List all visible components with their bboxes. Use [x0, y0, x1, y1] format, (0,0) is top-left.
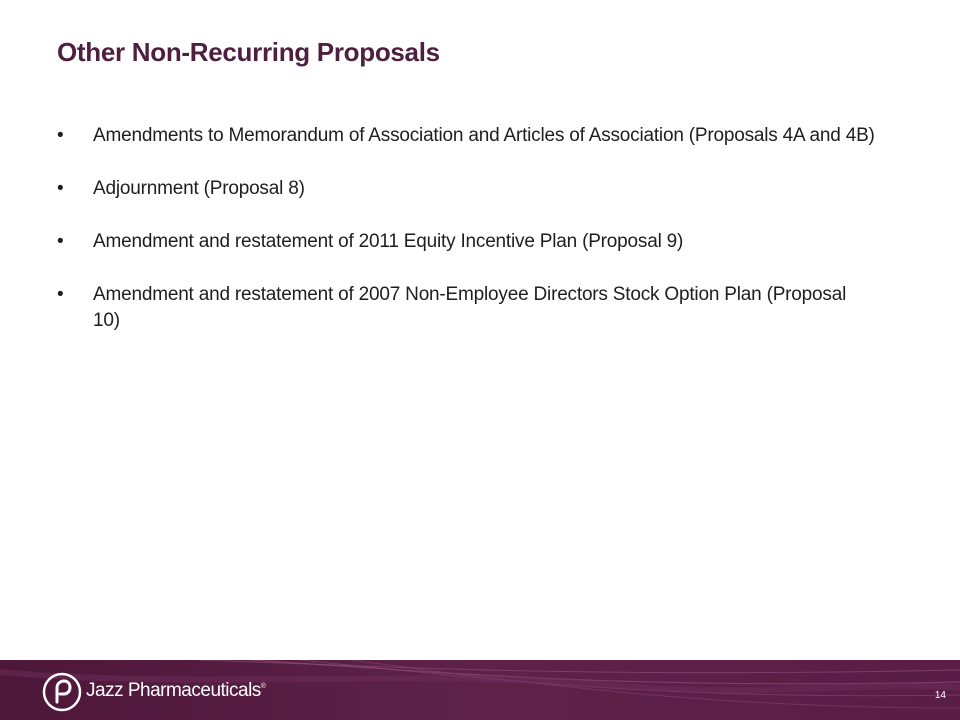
- bullet-marker: •: [57, 178, 64, 199]
- jazz-logo-icon: [42, 672, 82, 712]
- bullet-marker: •: [57, 231, 64, 252]
- company-name: [86, 680, 265, 702]
- company-name-text: Jazz Pharmaceuticals: [86, 680, 261, 701]
- bullet-item: [57, 176, 877, 202]
- bullet-marker: •: [57, 284, 64, 305]
- bullet-item: [57, 282, 877, 334]
- bullet-item: [57, 229, 877, 255]
- bullet-text: Amendment and restatement of 2007 Non-Employee Directors Stock Option Plan (Proposal 10): [93, 284, 847, 331]
- bullet-text: Amendment and restatement of 2011 Equity Incentive Plan (Proposal 9): [93, 231, 684, 252]
- slide-title: Other Non-Recurring Proposals: [57, 37, 440, 67]
- bullet-marker: •: [57, 125, 64, 146]
- bullet-text: Adjournment (Proposal 8): [93, 178, 305, 199]
- trademark-mark: ®: [260, 683, 266, 690]
- bullet-text: Amendments to Memorandum of Association and Articles of Association (Proposals 4A and 4B): [93, 125, 875, 146]
- page-number: 14: [934, 690, 946, 701]
- bullet-list: [57, 123, 877, 361]
- bullet-item: [57, 123, 877, 149]
